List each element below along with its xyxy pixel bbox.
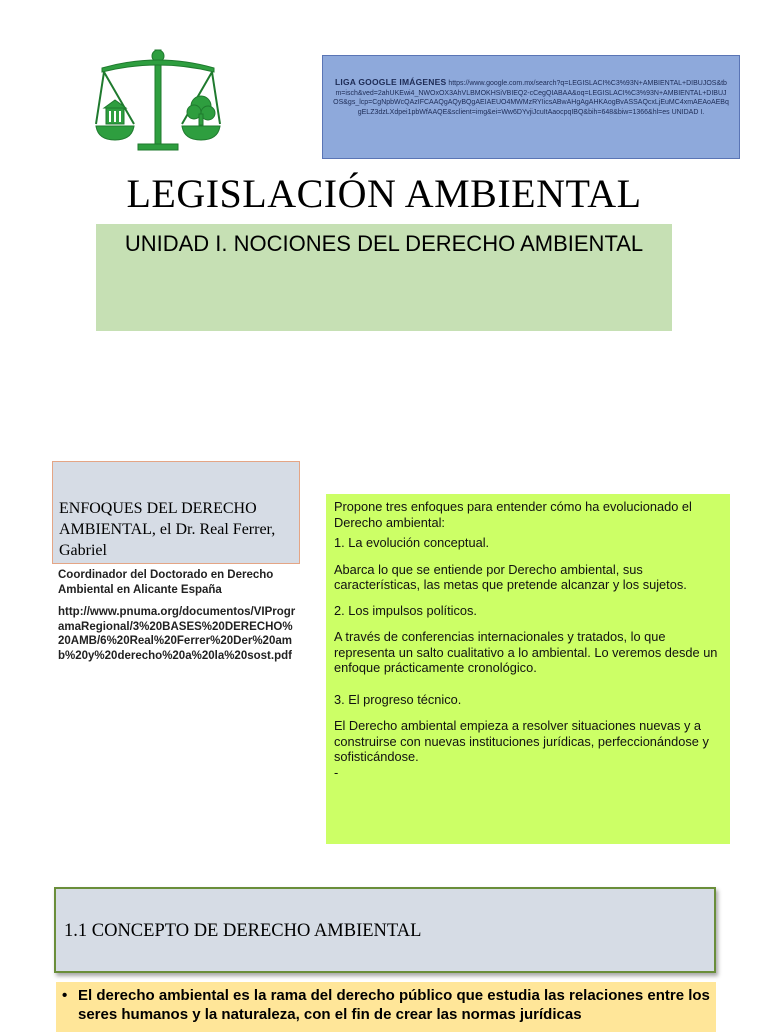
scales-of-justice-icon — [94, 48, 222, 152]
link-label: LIGA GOOGLE IMÁGENES — [335, 77, 447, 87]
author-role: Coordinador del Doctorado en Derecho Ambiental en Alicante España — [58, 569, 274, 596]
approaches-intro: Propone tres enfoques para entender cómo ha evolucionado el Derecho ambiental: — [334, 499, 692, 530]
link-url[interactable]: https://www.google.com.mx/search?q=LEGISLACI%C3%93N+AMBIENTAL+DIBUJOS&tbm=isch&ved=2ahUKEwi4_NWOxOX3AhVLBMOKHSiVBIEQ2-cCegQIABAA&oq=LEGISLACI%C3%93N+AMBIENTAL+DIBUJOS&gs_lcp=CgNpbWcQAzIFCAAQgAQyBQgAEIAEUO4MWMzRYIicsABwAHgAgAHKAogBvASSAQcxLjEuMC4xmAEAoAEBqgELZ3dzLXdpei1pbWfAAQE&sclient=img&ei=Ww6DYvjiJcuItAaocpqIBQ&bih=648&biw=1366&hl=es UNIDAD I. — [333, 80, 729, 116]
approach-dash: - — [334, 764, 339, 780]
approach-1-title: 1. La evolución conceptual. — [334, 535, 490, 550]
approach-heading-box — [52, 461, 300, 564]
page-title: LEGISLACIÓN AMBIENTAL — [126, 171, 642, 216]
approach-1-text: Abarca lo que se entiende por Derecho ambiental, sus características, las metas que pretende alcanzar y los sujetos. — [334, 561, 687, 592]
approach-2-text: A través de conferencias internacionales y tratados, lo que representa un salto cualitativo a lo ambiental. Lo veremos desde un enfoque prácticamente cronológico. — [334, 629, 718, 675]
approach-3-title: 3. El progreso técnico. — [334, 691, 462, 707]
unit-title: UNIDAD I. NOCIONES DEL DERECHO AMBIENTAL — [124, 231, 644, 256]
image-link-box[interactable] — [322, 55, 740, 159]
definition-box — [56, 982, 716, 1032]
bullet-icon: • — [62, 987, 68, 1004]
approach-3-text: El Derecho ambiental empieza a resolver situaciones nuevas y a construirse con nuevas instituciones jurídicas, perfeccionándose y sofisticándose. — [334, 718, 709, 764]
approach-2-title: 2. Los impulsos políticos. — [334, 602, 477, 618]
unit-box — [96, 224, 672, 331]
author-document-link[interactable]: http://www.pnuma.org/documentos/VIProgramaRegional/3%20BASES%20DERECHO%20AMB/6%20Real%20Ferrer%20Der%20amb%20y%20derecho%20a%20la%20sost.pdf — [58, 606, 296, 662]
approaches-panel — [326, 494, 730, 844]
concept-heading-box — [54, 887, 716, 973]
approach-heading: ENFOQUES DEL DERECHO AMBIENTAL, el Dr. Real Ferrer, Gabriel — [59, 500, 276, 559]
concept-heading: 1.1 CONCEPTO DE DERECHO AMBIENTAL — [64, 921, 422, 941]
definition-text: El derecho ambiental es la rama del derecho público que estudia las relaciones entre los seres humanos y la naturaleza, con el fin de crear las normas jurídicas — [78, 987, 710, 1023]
